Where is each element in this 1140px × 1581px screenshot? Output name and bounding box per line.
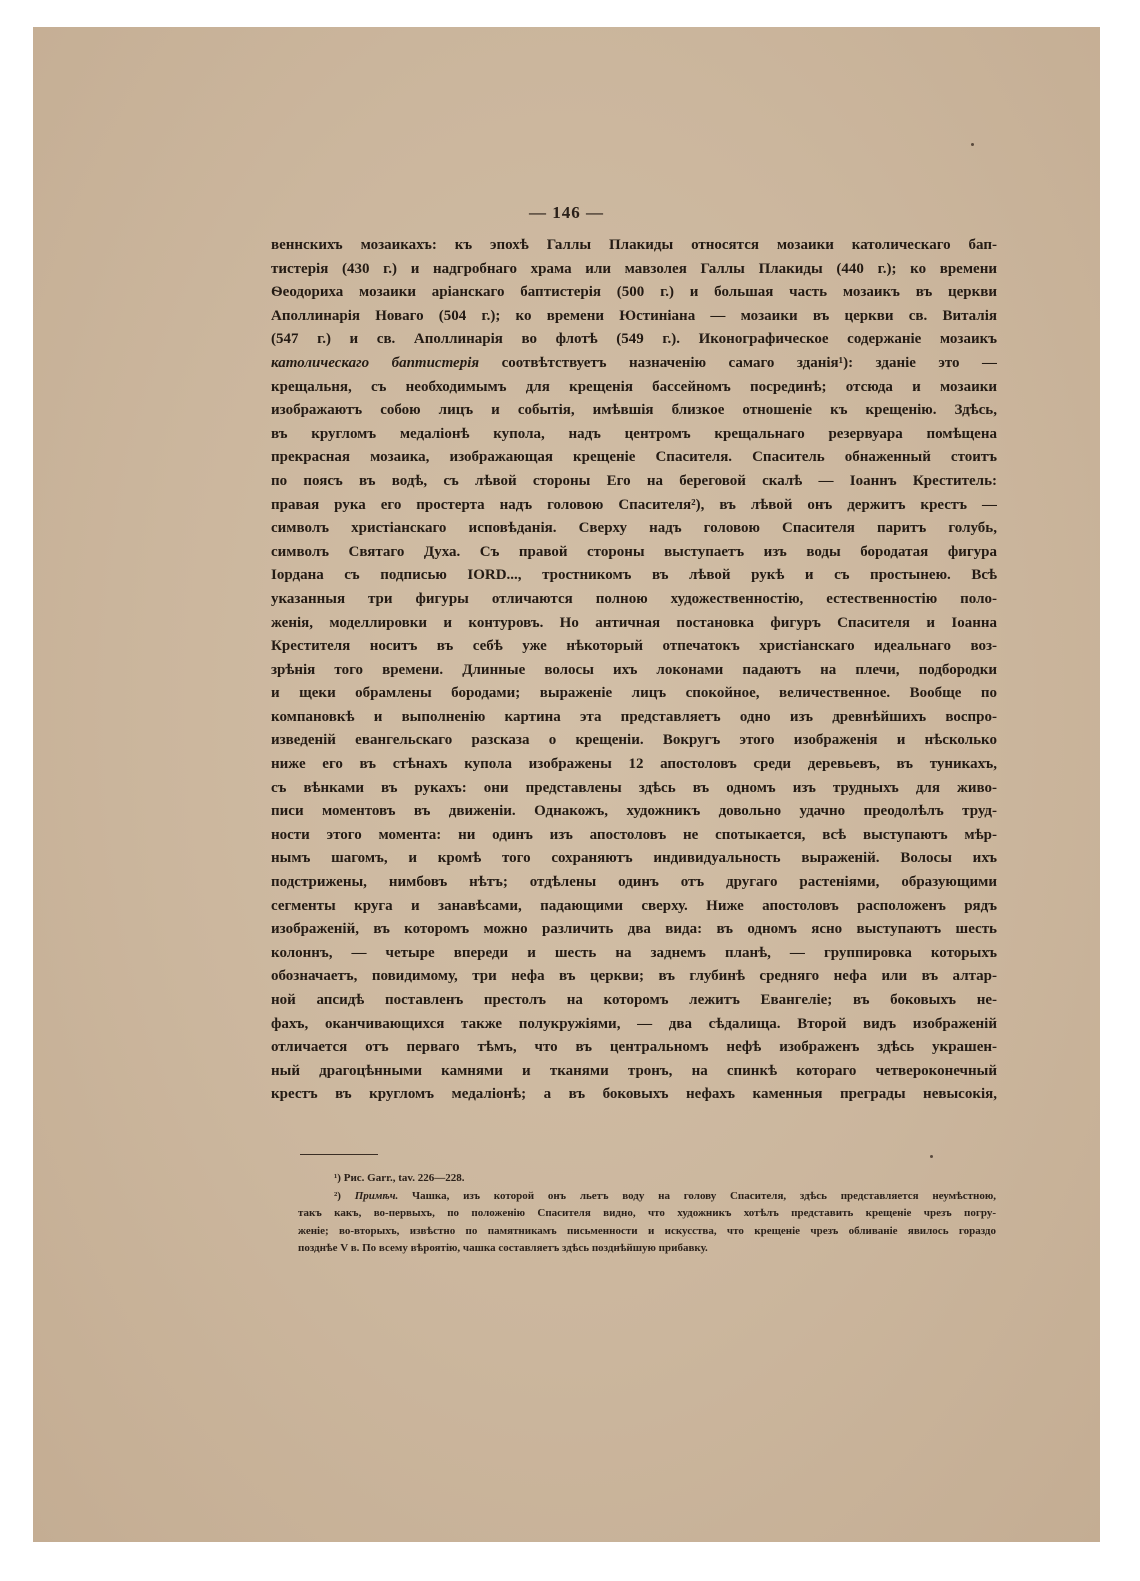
text-line: указанныя три фигуры отличаются полною художественностію, естественностію поло- xyxy=(271,590,997,607)
footnote-2-label: Примѣч. xyxy=(354,1189,399,1202)
text-line: (547 г.) и св. Аполлинарія во флотѣ (549 г.). Иконографическое содержаніе мозаикъ xyxy=(271,331,997,348)
footnote-2-line-3: женіе; во-вторыхъ, извѣстно по памятникамъ письменности и искусства, что крещеніе чрезъ обливаніе явилось гораздо xyxy=(298,1224,996,1237)
text-line: съ вѣнками въ рукахъ: они представлены здѣсь въ одномъ изъ трудныхъ для живо- xyxy=(271,779,997,796)
text-line: изображаютъ собою лицъ и событія, имѣвшія близкое отношеніе къ крещенію. Здѣсь, xyxy=(271,402,997,419)
text-line: подстрижены, нимбовъ нѣтъ; отдѣлены одинъ отъ другаго растеніями, образующими xyxy=(271,874,997,891)
text-line: въ кругломъ медаліонѣ купола, надъ центромъ крещальнаго резервуара помѣщена xyxy=(271,425,997,442)
text-line: фахъ, оканчивающихся также полукружіями, — два сѣдалища. Второй видъ изображеній xyxy=(271,1015,997,1032)
footnote-rule xyxy=(300,1154,378,1155)
text-line: колоннъ, — четыре впереди и шесть на заднемъ планѣ, — группировка которыхъ xyxy=(271,944,997,961)
paper-speck xyxy=(930,1155,933,1158)
text-line: нымъ шагомъ, и кромѣ того сохраняютъ индивидуальность выраженій. Волосы ихъ xyxy=(271,850,997,867)
text-line: прекрасная мозаика, изображающая крещеніе Спасителя. Спаситель обнаженный стоитъ xyxy=(271,449,997,466)
text-line: отличается отъ перваго тѣмъ, что въ центральномъ нефѣ изображенъ здѣсь украшен- xyxy=(271,1039,997,1056)
text-line: ности этого момента: ни одинъ изъ апостоловъ не спотыкается, всѣ выступаютъ мѣр- xyxy=(271,826,997,843)
footnotes xyxy=(298,1170,996,1258)
footnote-1 xyxy=(298,1170,996,1188)
text-line: сегменты круга и занавѣсами, падающими сверху. Ниже апостоловъ расположенъ рядъ xyxy=(271,897,997,914)
text-line: зрѣнія того времени. Длинные волосы ихъ локонами падаютъ на плечи, подбородки xyxy=(271,661,997,678)
footnote-1-text: Рис. Garr., tav. 226—228. xyxy=(343,1172,465,1184)
text-line: Аполлинарія Новаго (504 г.); ко времени Юстиніана — мозаики въ церкви св. Виталія xyxy=(271,307,997,324)
text-line: ной апсидѣ поставленъ престолъ на которомъ лежитъ Евангеліе; въ боковыхъ не- xyxy=(271,992,997,1008)
footnote-2-first-line xyxy=(298,1188,996,1206)
text-line: веннскихъ мозаикахъ: къ эпохѣ Галлы Плакиды относятся мозаики католическаго бап- xyxy=(271,237,997,253)
text-line: крестъ въ кругломъ медаліонѣ; а въ боковыхъ нефахъ каменныя преграды невысокія, xyxy=(271,1086,997,1103)
page-number: — 146 — xyxy=(529,203,604,222)
text-line: ный драгоцѣнными камнями и тканями тронъ, на спинкѣ котораго четвероконечный xyxy=(271,1062,997,1079)
footnote-2-line-2: такъ какъ, во-первыхъ, по положенію Спасителя видно, что художникъ хотѣлъ представить крещеніе чрезъ погру- xyxy=(298,1207,996,1219)
footnote-2-line-1: Чашка, изъ которой онъ льетъ воду на голову Спасителя, здѣсь представляется неумѣстною, xyxy=(412,1189,996,1202)
page-sheet xyxy=(33,27,1100,1542)
text-line: Крестителя носитъ въ себѣ уже нѣкоторый отпечатокъ христіанскаго идеальнаго воз- xyxy=(271,638,997,655)
body-text xyxy=(271,234,997,1107)
text-line: тистерія (430 г.) и надгробнаго храма или мавзолея Галлы Плакиды (440 г.); ко времени xyxy=(271,260,997,277)
footnote-1-marker: ¹) xyxy=(334,1172,341,1184)
text-line: по поясъ въ водѣ, съ лѣвой стороны Его на береговой скалѣ — Іоаннъ Креститель: xyxy=(271,472,997,489)
text-line: Іордана съ подписью IORD..., тростникомъ въ лѣвой рукѣ и съ простынею. Всѣ xyxy=(271,567,997,584)
text-line: католическаго баптистерія соотвѣтствуетъ назначенію самаго зданія¹): зданіе это — xyxy=(271,354,997,371)
text-line: изведеній евангельскаго разсказа о крещеніи. Вокругъ этого изображенія и нѣсколько xyxy=(271,732,997,749)
text-line: и щеки обрамлены бородами; выраженіе лицъ спокойное, величественное. Вообще по xyxy=(271,685,997,702)
text-line: писи моментовъ въ движеніи. Однакожъ, художникъ довольно удачно преодолѣлъ труд- xyxy=(271,803,997,820)
text-line: компановкѣ и выполненію картина эта представляетъ одно изъ древнѣйшихъ воспро- xyxy=(271,708,997,725)
text-line: Ѳеодориха мозаики аріанскаго баптистерія (500 г.) и большая часть мозаикъ въ церкви xyxy=(271,284,997,301)
text-line: правая рука его простерта надъ головою Спасителя²), въ лѣвой онъ держитъ крестъ — xyxy=(271,496,997,513)
text-line: ниже его въ стѣнахъ купола изображены 12 апостоловъ среди деревьевъ, въ туникахъ, xyxy=(271,756,997,773)
text-line: изображеній, въ которомъ можно различить два вида: въ одномъ ясно выступаютъ шесть xyxy=(271,921,997,938)
footnote-2-line-4: позднѣе V в. По всему вѣроятію, чашка составляетъ здѣсь позднѣйшую прибавку. xyxy=(298,1242,708,1254)
italic-phrase: католическаго баптистерія xyxy=(271,354,480,371)
text-line: символъ Святаго Духа. Съ правой стороны выступаетъ изъ воды бородатая фигура xyxy=(271,543,997,560)
text-line: символъ христіанскаго исповѣданія. Сверху надъ головою Спасителя паритъ голубь, xyxy=(271,520,997,537)
footnote-2-marker: ²) xyxy=(334,1189,341,1202)
paper-speck xyxy=(971,143,974,146)
text-line: обозначаетъ, повидимому, три нефа въ церкви; въ глубинѣ средняго нефа или въ алтар- xyxy=(271,968,997,985)
text-line: женія, моделлировки и контуровъ. Но античная постановка фигуръ Спасителя и Іоанна xyxy=(271,614,997,631)
text-line: крещальня, съ необходимымъ для крещенія бассейномъ посрединѣ; отсюда и мозаики xyxy=(271,378,997,395)
